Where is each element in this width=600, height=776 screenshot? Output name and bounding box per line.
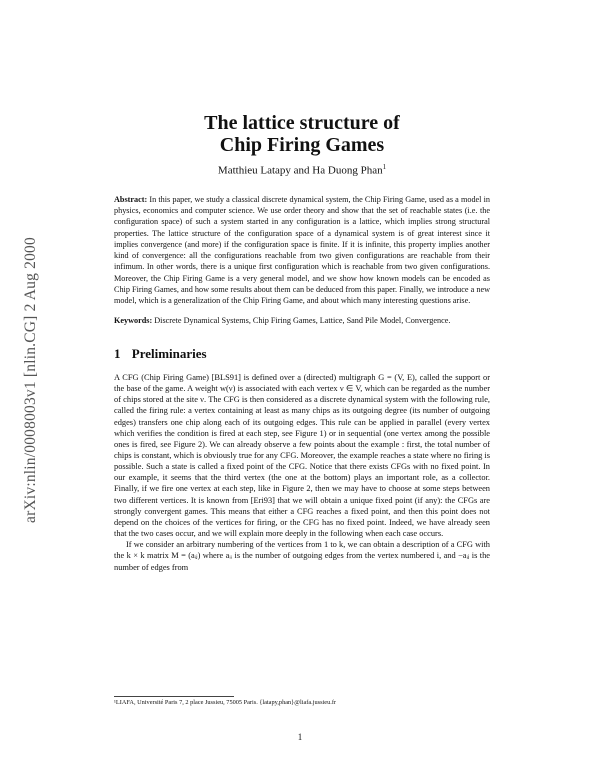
abstract: [114, 194, 490, 307]
paper-title: [114, 112, 490, 156]
section-number: 1: [114, 345, 121, 361]
section-body: [114, 372, 490, 573]
paragraph-2: If we consider an arbitrary numbering of the vertices from 1 to k, we can obtain a description of a CFG with the k × k matrix M = (aᵢⱼ) where aᵢᵢ is the number of outgoing edges from the vertex numbered i, and −aᵢⱼ is the number of edges from: [114, 540, 490, 572]
title-line-2: Chip Firing Games: [219, 134, 385, 156]
title-line-1: The lattice structure of: [204, 112, 400, 134]
footnote: ¹LIAFA, Université Paris 7, 2 place Jussieu, 75005 Paris. {latapy,phan}@liafa.jussieu.fr: [114, 699, 337, 706]
keywords-text: Discrete Dynamical Systems, Chip Firing Games, Lattice, Sand Pile Model, Convergence.: [154, 315, 451, 325]
author-footnote-mark: 1: [382, 163, 387, 171]
keywords-label: Keywords:: [114, 315, 153, 325]
arxiv-sidebar: [18, 180, 44, 580]
section-title: Preliminaries: [131, 345, 207, 361]
author-names: Matthieu Latapy and Ha Duong Phan: [217, 164, 383, 177]
arxiv-identifier: arXiv:nlin/0008003v1 [nlin.CG] 2 Aug 2000: [22, 237, 39, 523]
section-heading: [114, 346, 490, 362]
paper-page: [114, 112, 490, 573]
footnote-divider: [114, 696, 234, 697]
keywords: [114, 315, 490, 326]
paragraph-1: A CFG (Chip Firing Game) [BLS91] is defined over a (directed) multigraph G = (V, E), called the support or the base of the game. A weight w(ν) is associated with each vertex ν ∈ V, which can be regarded as the number of chips stored at the site ν. The CFG is then considered as a discrete dynamical system with the following rule, called the firing rule: a vertex containing at least as many chips as its outgoing degree (its number of outgoing edges) transfers one chip along each of its outgoing edges. This rule can be applied in parallel (every vertex which verifies the condition is fired at each step, see Figure 1) or in sequential (one vertex among the possible ones is fired, see Figure 2). We can already observe a few points about the example : first, the total number of chips is constant, which is obviously true for any CFG. Moreover, the example reaches a state where no firing is possible. Such a state is called a fixed point of the CFG. Notice that there exists CFGs with no fixed point. In our example, it seems that the third vertex (the one at the bottom) plays an important role, as a collector. Finally, if we fire one vertex at each step, like in Figure 2, then we may have to choose at some steps between two different vertices. It is known from [Eri93] that we will obtain a unique fixed point (if any): the CFGs are strongly convergent games. This means that either a CFG reaches a fixed point, and then this point does not depend on the choices of the vertices for firing, or the CFG has no fixed point. Indeed, we have already seen that the two cases occur, and we will explain more deeply in the following when each case occurs.: [114, 372, 490, 539]
authors: [114, 161, 490, 178]
abstract-label: Abstract:: [114, 194, 148, 204]
abstract-text: In this paper, we study a classical discrete dynamical system, the Chip Firing Game, used as a model in physics, economics and computer science. We use order theory and show that the set of reachable states (i.e. the configuration space) of such a system started in any configuration is a lattice, which implies strong structural properties. The lattice structure of the configuration space of a dynamical system is of great interest since it implies convergence (and more) if the configuration space is finite. If it is infinite, this property implies another kind of convergence: all the configurations reachable from two given configurations are reachable from their infimum. In other words, there is a unique first configuration which is reachable from two given configurations. Moreover, the Chip Firing Game is a very general model, and we show how known models can be encoded as Chip Firing Games, and how some results about them can be deduced from this paper. Finally, we introduce a new model, which is a generalization of the Chip Firing Game, and about which many interesting questions arise.: [114, 194, 491, 306]
page-number: 1: [297, 732, 303, 742]
